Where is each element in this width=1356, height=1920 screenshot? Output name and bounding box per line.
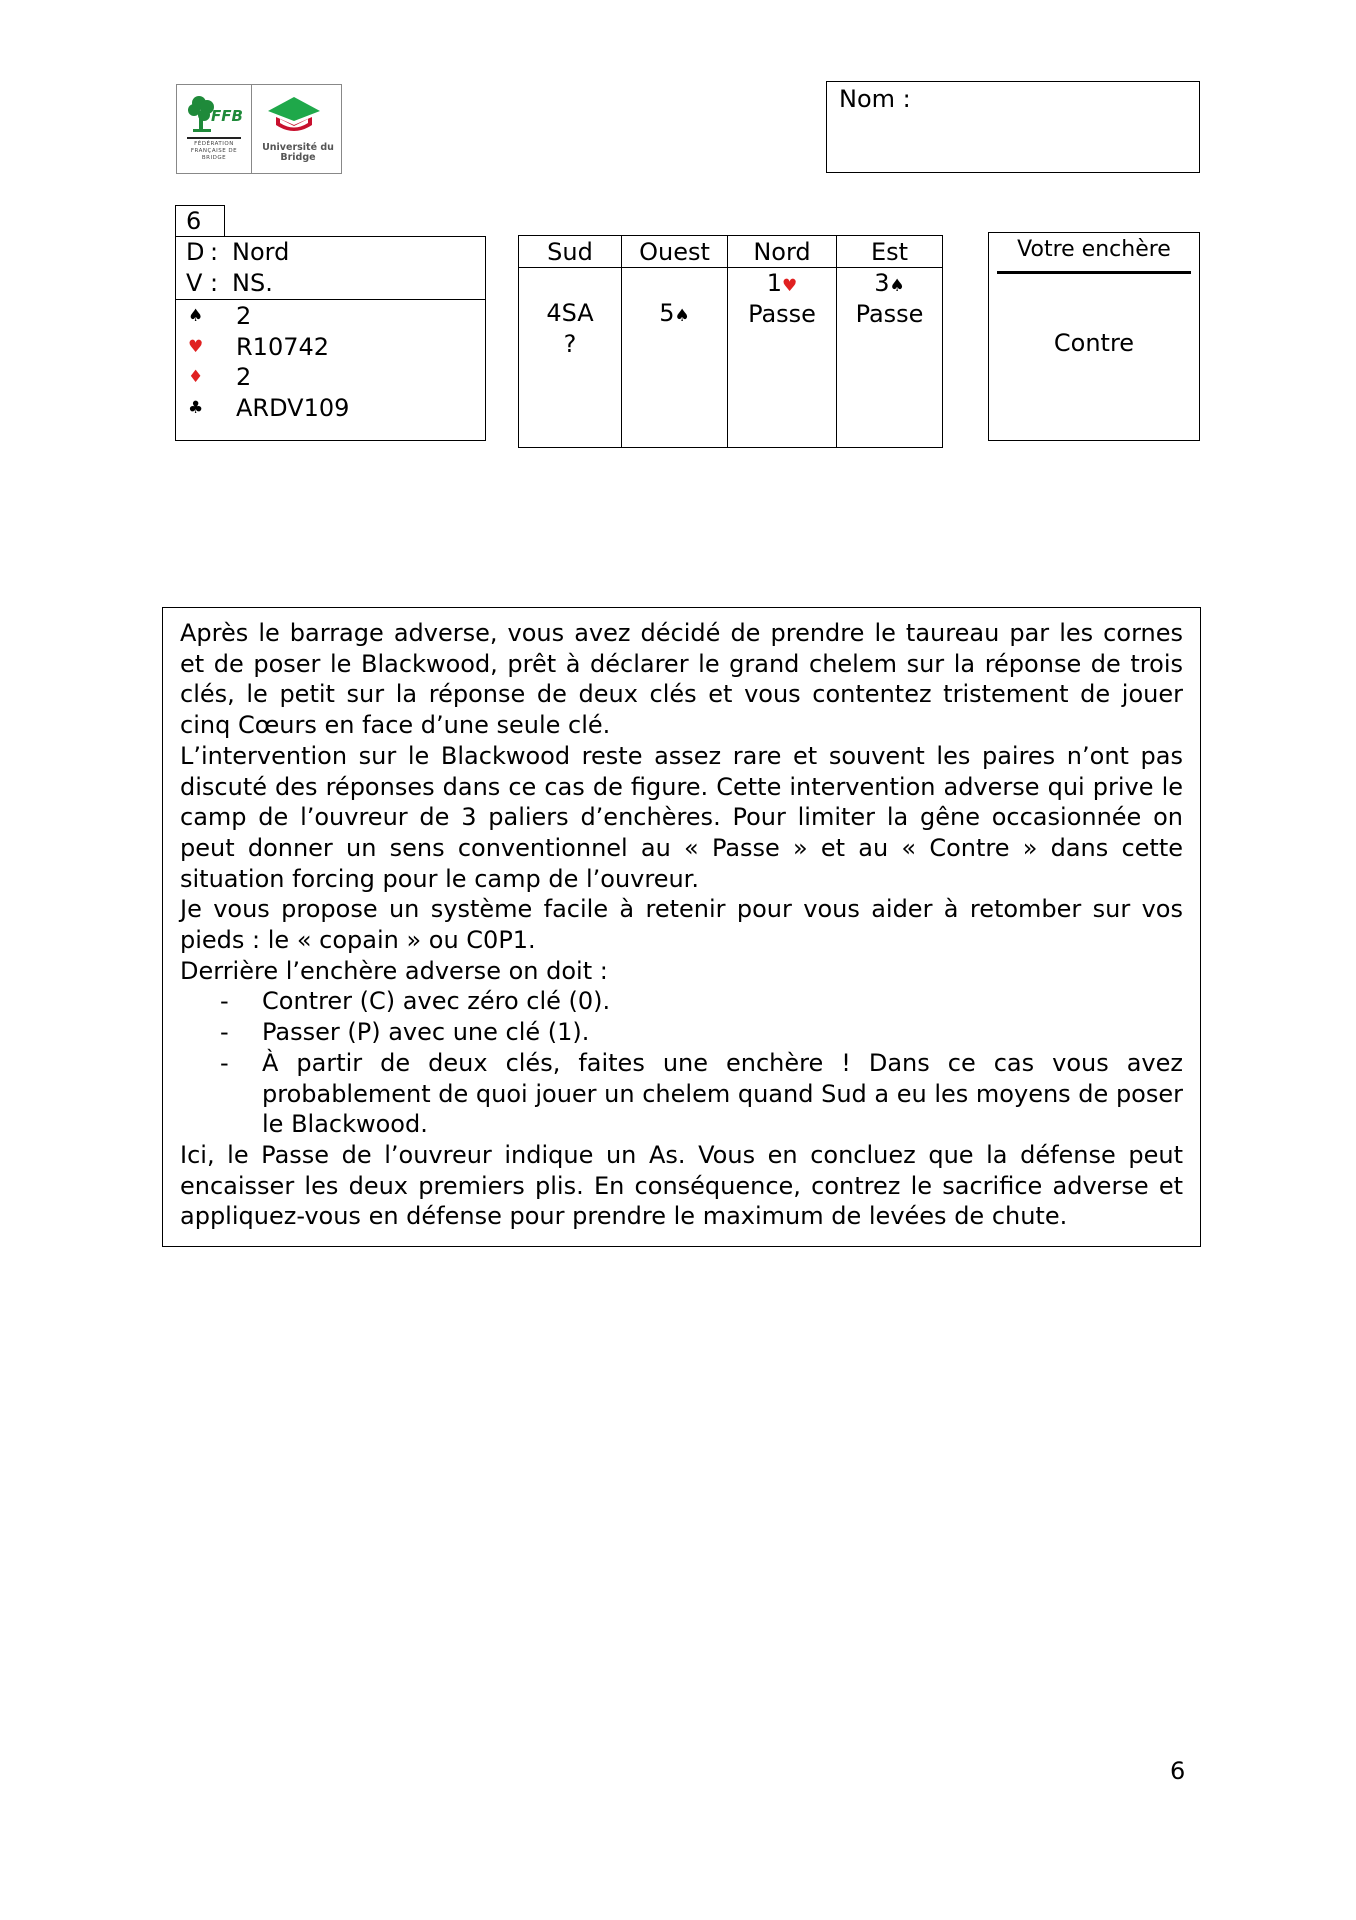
club-cards: ARDV109 — [236, 393, 350, 422]
vulnerability-row — [186, 268, 475, 299]
explanation-box — [162, 607, 1201, 1247]
bid-est-level: 3 — [874, 269, 890, 297]
list-item — [180, 1048, 1183, 1140]
bid-sud-2: ? — [563, 330, 577, 358]
deal-number: 6 — [175, 205, 225, 237]
list-item-text: À partir de deux clés, faites une enchère ! Dans ce cas vous avez probablement de quoi jouer un chelem quand Sud a eu les moyens de poser le Blackwood. — [262, 1048, 1183, 1139]
bid-column-est — [837, 236, 942, 447]
name-label: Nom : — [839, 85, 911, 113]
dealer-separator: : — [210, 238, 219, 266]
bidding-table — [518, 235, 943, 448]
diamond-cards: 2 — [236, 363, 252, 391]
list-dash: - — [220, 1048, 229, 1077]
bid-header-sud: Sud — [519, 236, 621, 268]
list-item-text: Passer (P) avec une clé (1). — [262, 1018, 590, 1047]
bid-column-nord — [728, 236, 837, 447]
answer-value: Contre — [1053, 329, 1135, 357]
paragraph-5: Ici, le Passe de l’ouvreur indique un As. Vous en concluez que la défense peut encaisser les deux premiers plis. En conséquence, contrez le sacrifice adverse et appliquez-vous en défense pour prendre le maximum de levées de chute. — [180, 1140, 1183, 1231]
paragraph-3: Je vous propose un système facile à retenir pour vous aider à retomber sur vos pieds : le « copain » ou C0P1. — [180, 895, 1183, 955]
mortarboard-icon — [264, 91, 324, 139]
vulnerability-key: V — [186, 268, 203, 297]
ffb-logo — [177, 85, 252, 173]
suit-row-spades — [176, 301, 485, 332]
suit-row-hearts — [176, 332, 485, 363]
bid-header-nord: Nord — [728, 236, 836, 268]
dealer-value: Nord — [232, 238, 290, 266]
dealer-key: D — [186, 238, 205, 266]
vulnerability-separator: : — [210, 268, 219, 297]
bid-column-ouest — [622, 236, 728, 447]
ffb-logo-text: FFB — [211, 107, 243, 125]
bid-header-ouest: Ouest — [622, 236, 727, 268]
heart-icon: ♥ — [782, 276, 798, 296]
vulnerability-value: NS. — [232, 268, 273, 297]
bid-header-est: Est — [837, 236, 942, 268]
spade-icon: ♠ — [674, 306, 690, 326]
universite-logo-text: Université du Bridge — [262, 142, 334, 163]
logo — [176, 84, 342, 174]
name-field[interactable] — [826, 81, 1200, 173]
list-item — [180, 986, 1183, 1017]
bid-nord-2: Passe — [748, 300, 816, 328]
suit-row-diamonds — [176, 362, 485, 393]
spade-icon: ♠ — [889, 276, 905, 296]
list-dash: - — [220, 1018, 229, 1047]
bid-spacer — [622, 268, 727, 298]
ffb-logo-divider — [187, 137, 241, 139]
ffb-logo-subtitle: FÉDÉRATION FRANÇAISE DE BRIDGE — [190, 141, 238, 161]
bid-est-1 — [837, 268, 942, 299]
bid-column-sud — [519, 236, 622, 447]
answer-header: Votre enchère — [997, 233, 1191, 274]
paragraph-2: L’intervention sur le Blackwood reste assez rare et souvent les paires n’ont pas discuté des réponses dans ce cas de figure. Cette intervention adverse qui prive le camp de l’ouvreur de 3 paliers d’enchères. Pour limiter la gêne occasionnée on peut donner un sens conventionnel au « Passe » et au « Contre » dans cette situation forcing pour le camp de l’ouvreur. — [180, 741, 1183, 893]
spade-icon: ♠ — [188, 306, 204, 326]
bid-spacer — [519, 268, 621, 298]
list-item — [180, 1017, 1183, 1048]
bid-nord-1 — [728, 268, 836, 299]
bid-sud-1: 4SA — [546, 299, 594, 327]
heart-cards: R10742 — [236, 332, 330, 361]
universite-logo — [252, 85, 341, 173]
hand-cards — [176, 300, 485, 423]
hand-panel — [175, 236, 486, 441]
bid-nord-level: 1 — [766, 269, 783, 297]
bid-ouest-level: 5 — [659, 299, 675, 327]
diamond-icon: ♦ — [188, 367, 204, 387]
spade-cards: 2 — [236, 302, 252, 330]
deal-info — [176, 237, 485, 300]
paragraph-4: Derrière l’enchère adverse on doit : — [180, 956, 608, 985]
page-number: 6 — [1170, 1757, 1186, 1785]
list-item-text: Contrer (C) avec zéro clé (0). — [262, 987, 611, 1016]
paragraph-1: Après le barrage adverse, vous avez décidé de prendre le taureau par les cornes et de poser le Blackwood, prêt à déclarer le grand chelem sur la réponse de trois clés, le petit sur la réponse de deux clés et vous contentez tristement de jouer cinq Cœurs en face d’une seule clé. — [180, 619, 1183, 740]
suit-row-clubs — [176, 393, 485, 424]
bid-est-2: Passe — [855, 300, 924, 328]
list-dash: - — [220, 987, 229, 1016]
bid-ouest-1 — [622, 298, 727, 329]
heart-icon: ♥ — [188, 336, 204, 357]
dealer-row — [186, 237, 475, 268]
answer-panel — [988, 232, 1200, 441]
club-icon: ♣ — [188, 397, 204, 418]
